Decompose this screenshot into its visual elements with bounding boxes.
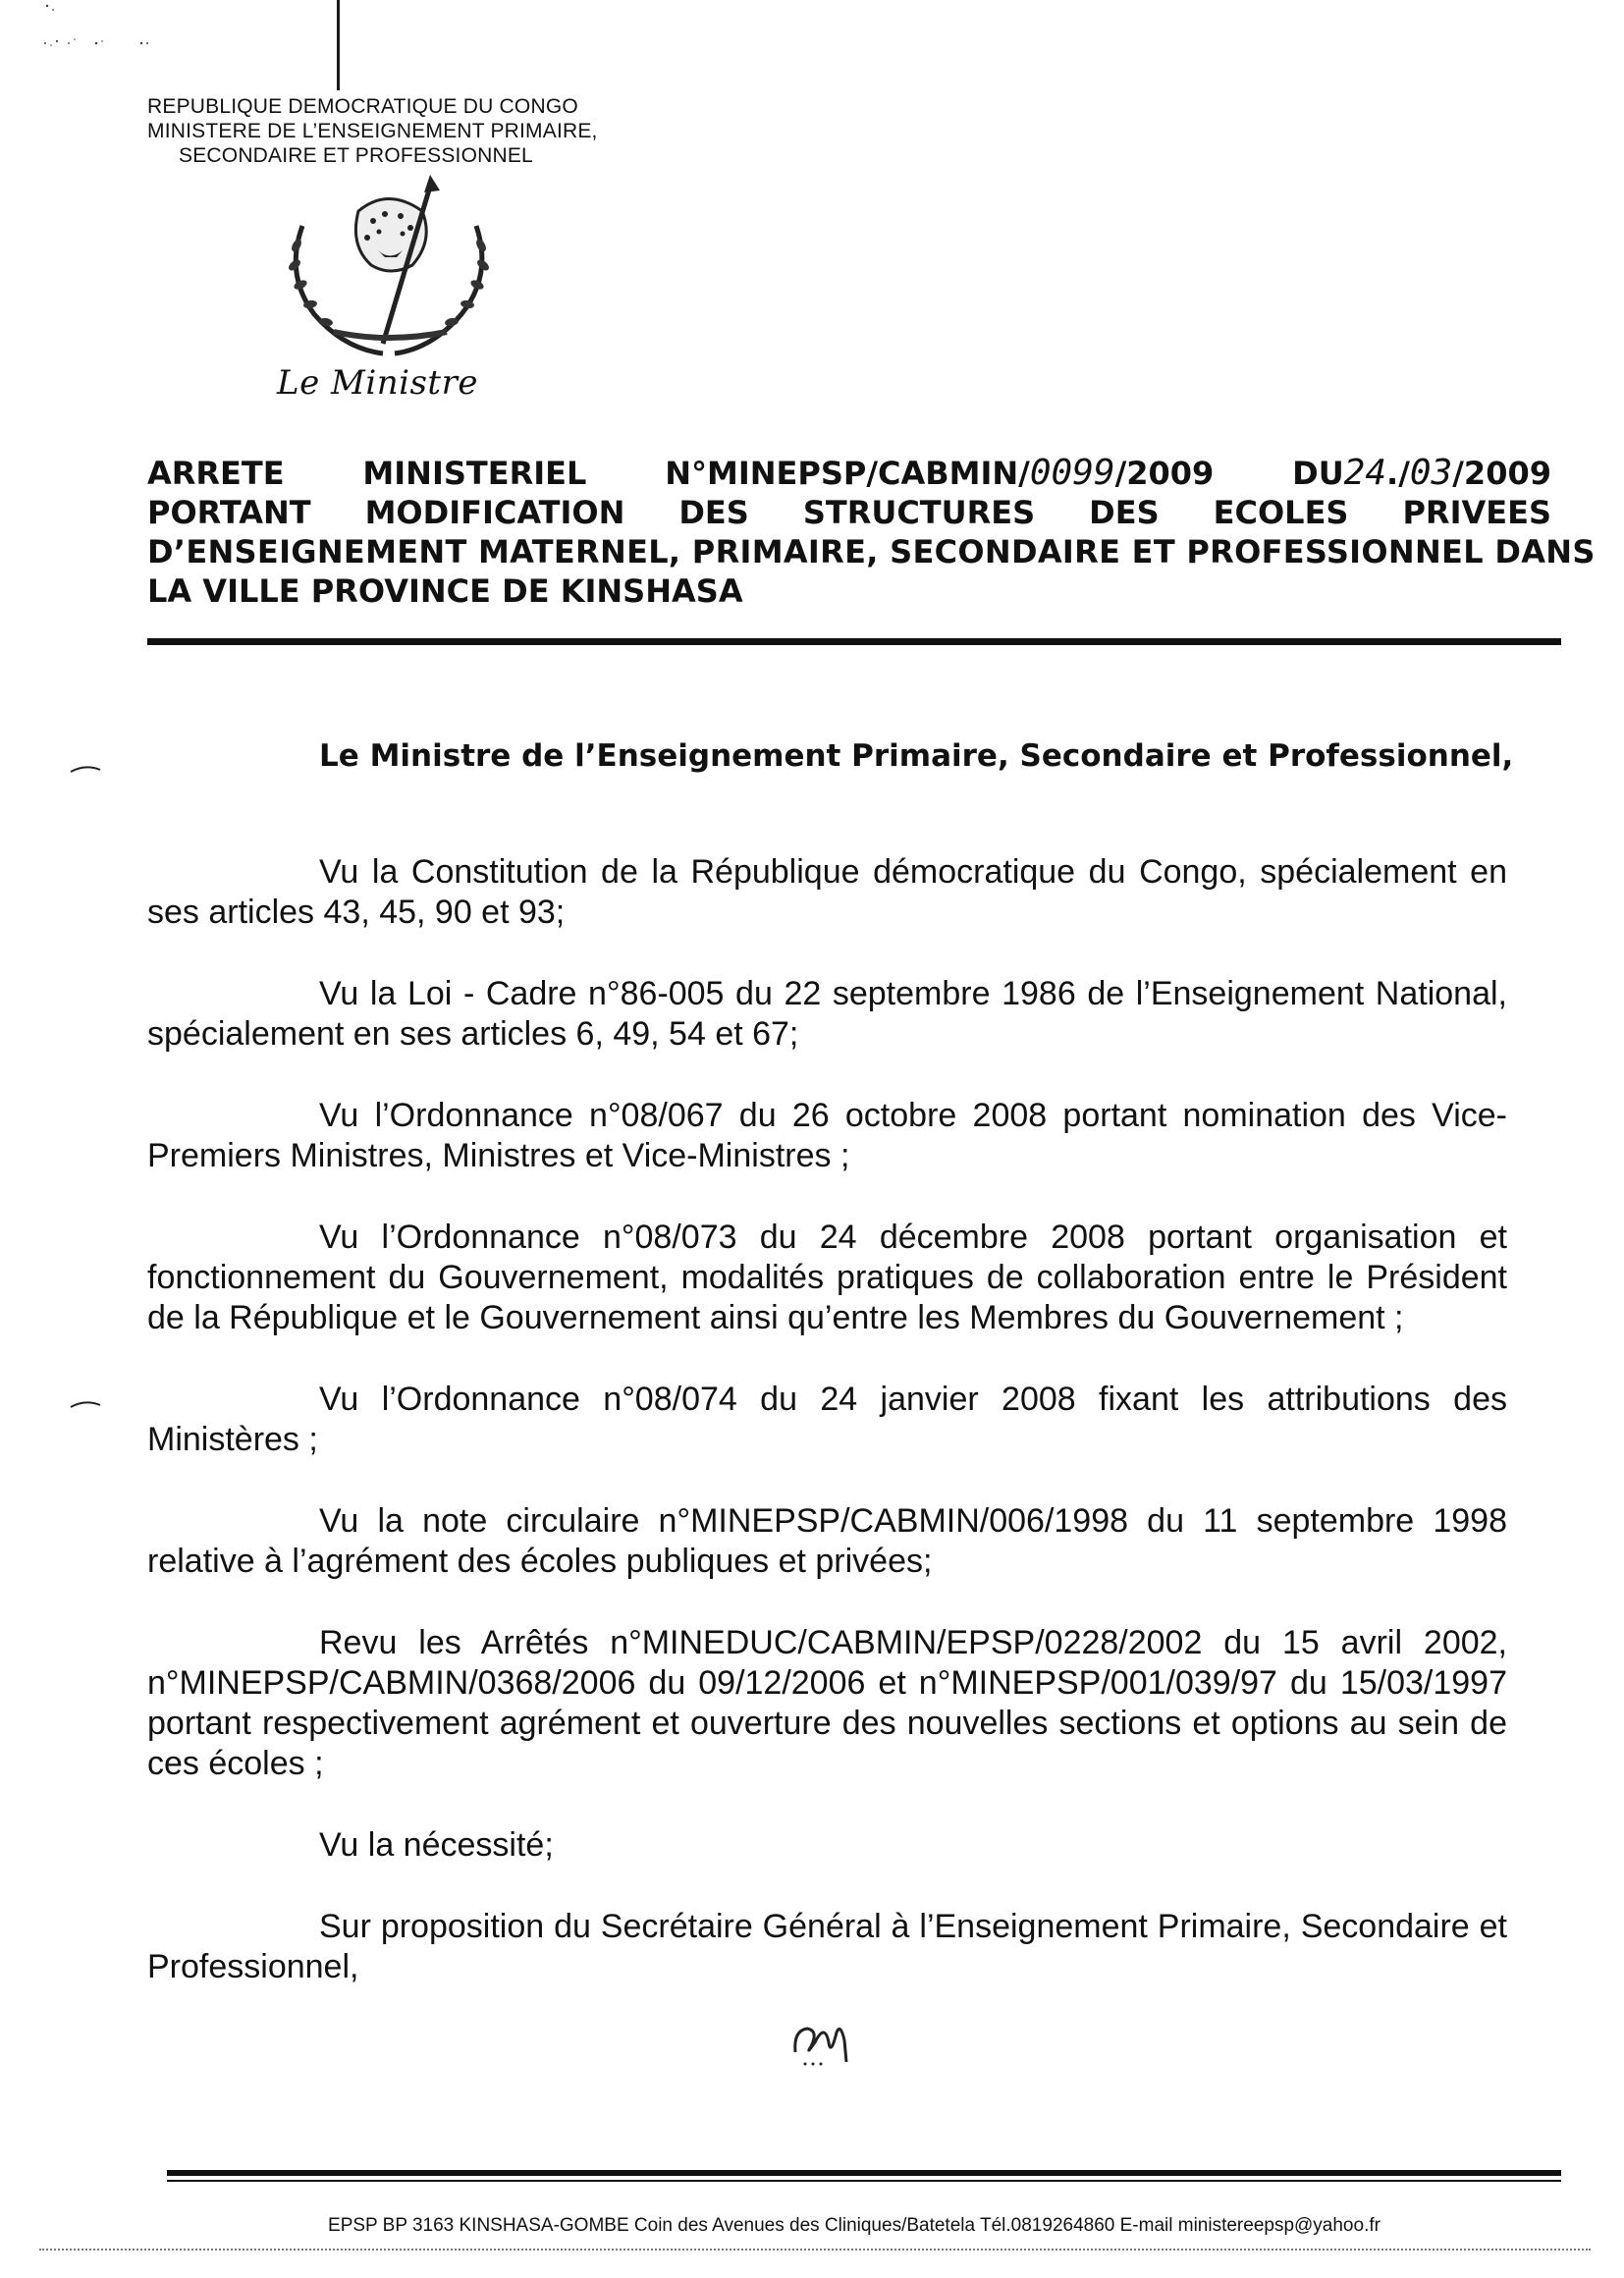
footer-divider-thin <box>167 2180 1561 2182</box>
handwritten-initials-icon <box>785 2013 864 2072</box>
decree-date: DU24./03/2009 <box>1292 453 1551 493</box>
consideration-ordonnance-073: Vu l’Ordonnance n°08/073 du 24 décembre 2008 portant organisation et fonctionnement du Gouvernement, modalités pratiques de collaboration entre le Président de la République et le Gouvernement ainsi qu’entre les Membres du Gouvernement ; <box>147 1219 1507 1336</box>
letterhead-ministry-cont: SECONDAIRE ET PROFESSIONNEL <box>179 144 533 167</box>
decree-word-arrete: ARRETE <box>147 455 285 492</box>
footer-address: EPSP BP 3163 KINSHASA-GOMBE Coin des Avenues des Cliniques/Batetela Tél.0819264860 E-mail ministereepsp@yahoo.fr <box>328 2215 1380 2236</box>
handwritten-date-day: 24 <box>1343 453 1387 493</box>
margin-mark <box>69 764 102 774</box>
letterhead-ministry: MINISTERE DE L’ENSEIGNEMENT PRIMAIRE, <box>147 120 598 142</box>
scan-bottom-edge <box>39 2249 1591 2254</box>
consideration-arretes: Revu les Arrêtés n°MINEDUC/CABMIN/EPSP/0228/2002 du 15 avril 2002, n°MINEPSP/CABMIN/0368/2006 du 09/12/2006 et n°MINEPSP/001/039/97 du 15/03/1997 portant respectivement agrément et ouverture des nouvelles sections et options au sein de ces écoles ; <box>147 1624 1507 1782</box>
decree-title <box>147 453 1596 611</box>
scan-vertical-line <box>337 0 340 90</box>
scan-specks <box>39 0 157 59</box>
decree-title-line-3: D’ENSEIGNEMENT MATERNEL, PRIMAIRE, SECONDAIRE ET PROFESSIONNEL DANS <box>147 533 1596 570</box>
decree-title-line-1 <box>147 454 1551 493</box>
considerations <box>147 852 1507 2029</box>
minister-title: Le Ministre <box>277 363 478 403</box>
title-divider <box>147 638 1561 645</box>
letterhead <box>147 94 736 168</box>
decree-title-line-2: PORTANT MODIFICATION DES STRUCTURES DES ECOLES PRIVEES <box>147 494 1551 531</box>
consideration-loi-cadre: Vu la Loi - Cadre n°86-005 du 22 septembre 1986 de l’Enseignement National, spécialement en ses articles 6, 49, 54 et 67; <box>147 975 1507 1053</box>
margin-mark <box>69 1399 102 1409</box>
drc-coat-of-arms-icon <box>265 167 511 363</box>
consideration-note-circulaire: Vu la note circulaire n°MINEPSP/CABMIN/006/1998 du 11 septembre 1998 relative à l’agrément des écoles publiques et privées; <box>147 1502 1507 1580</box>
consideration-constitution: Vu la Constitution de la République démocratique du Congo, spécialement en ses articles 43, 45, 90 et 93; <box>147 853 1507 931</box>
decree-title-line-4: LA VILLE PROVINCE DE KINSHASA <box>147 572 743 610</box>
handwritten-date-month: 03 <box>1409 453 1453 493</box>
consideration-proposition: Sur proposition du Secrétaire Général à l’Enseignement Primaire, Secondaire et Professionnel, <box>147 1908 1507 1985</box>
consideration-ordonnance-067: Vu l’Ordonnance n°08/067 du 26 octobre 2008 portant nomination des Vice-Premiers Ministres, Ministres et Vice-Ministres ; <box>147 1097 1507 1174</box>
consideration-ordonnance-074: Vu l’Ordonnance n°08/074 du 24 janvier 2008 fixant les attributions des Ministères ; <box>147 1381 1507 1458</box>
letterhead-country: REPUBLIQUE DEMOCRATIQUE DU CONGO <box>147 95 578 118</box>
decree-word-ministeriel: MINISTERIEL <box>362 455 587 492</box>
preamble: Le Ministre de l’Enseignement Primaire, Secondaire et Professionnel, <box>319 738 1514 774</box>
footer-divider <box>167 2170 1561 2176</box>
handwritten-decree-number: 0099 <box>1029 453 1115 493</box>
decree-number: N°MINEPSP/CABMIN/0099/2009 <box>665 453 1215 493</box>
consideration-necessite: Vu la nécessité; <box>319 1826 554 1864</box>
